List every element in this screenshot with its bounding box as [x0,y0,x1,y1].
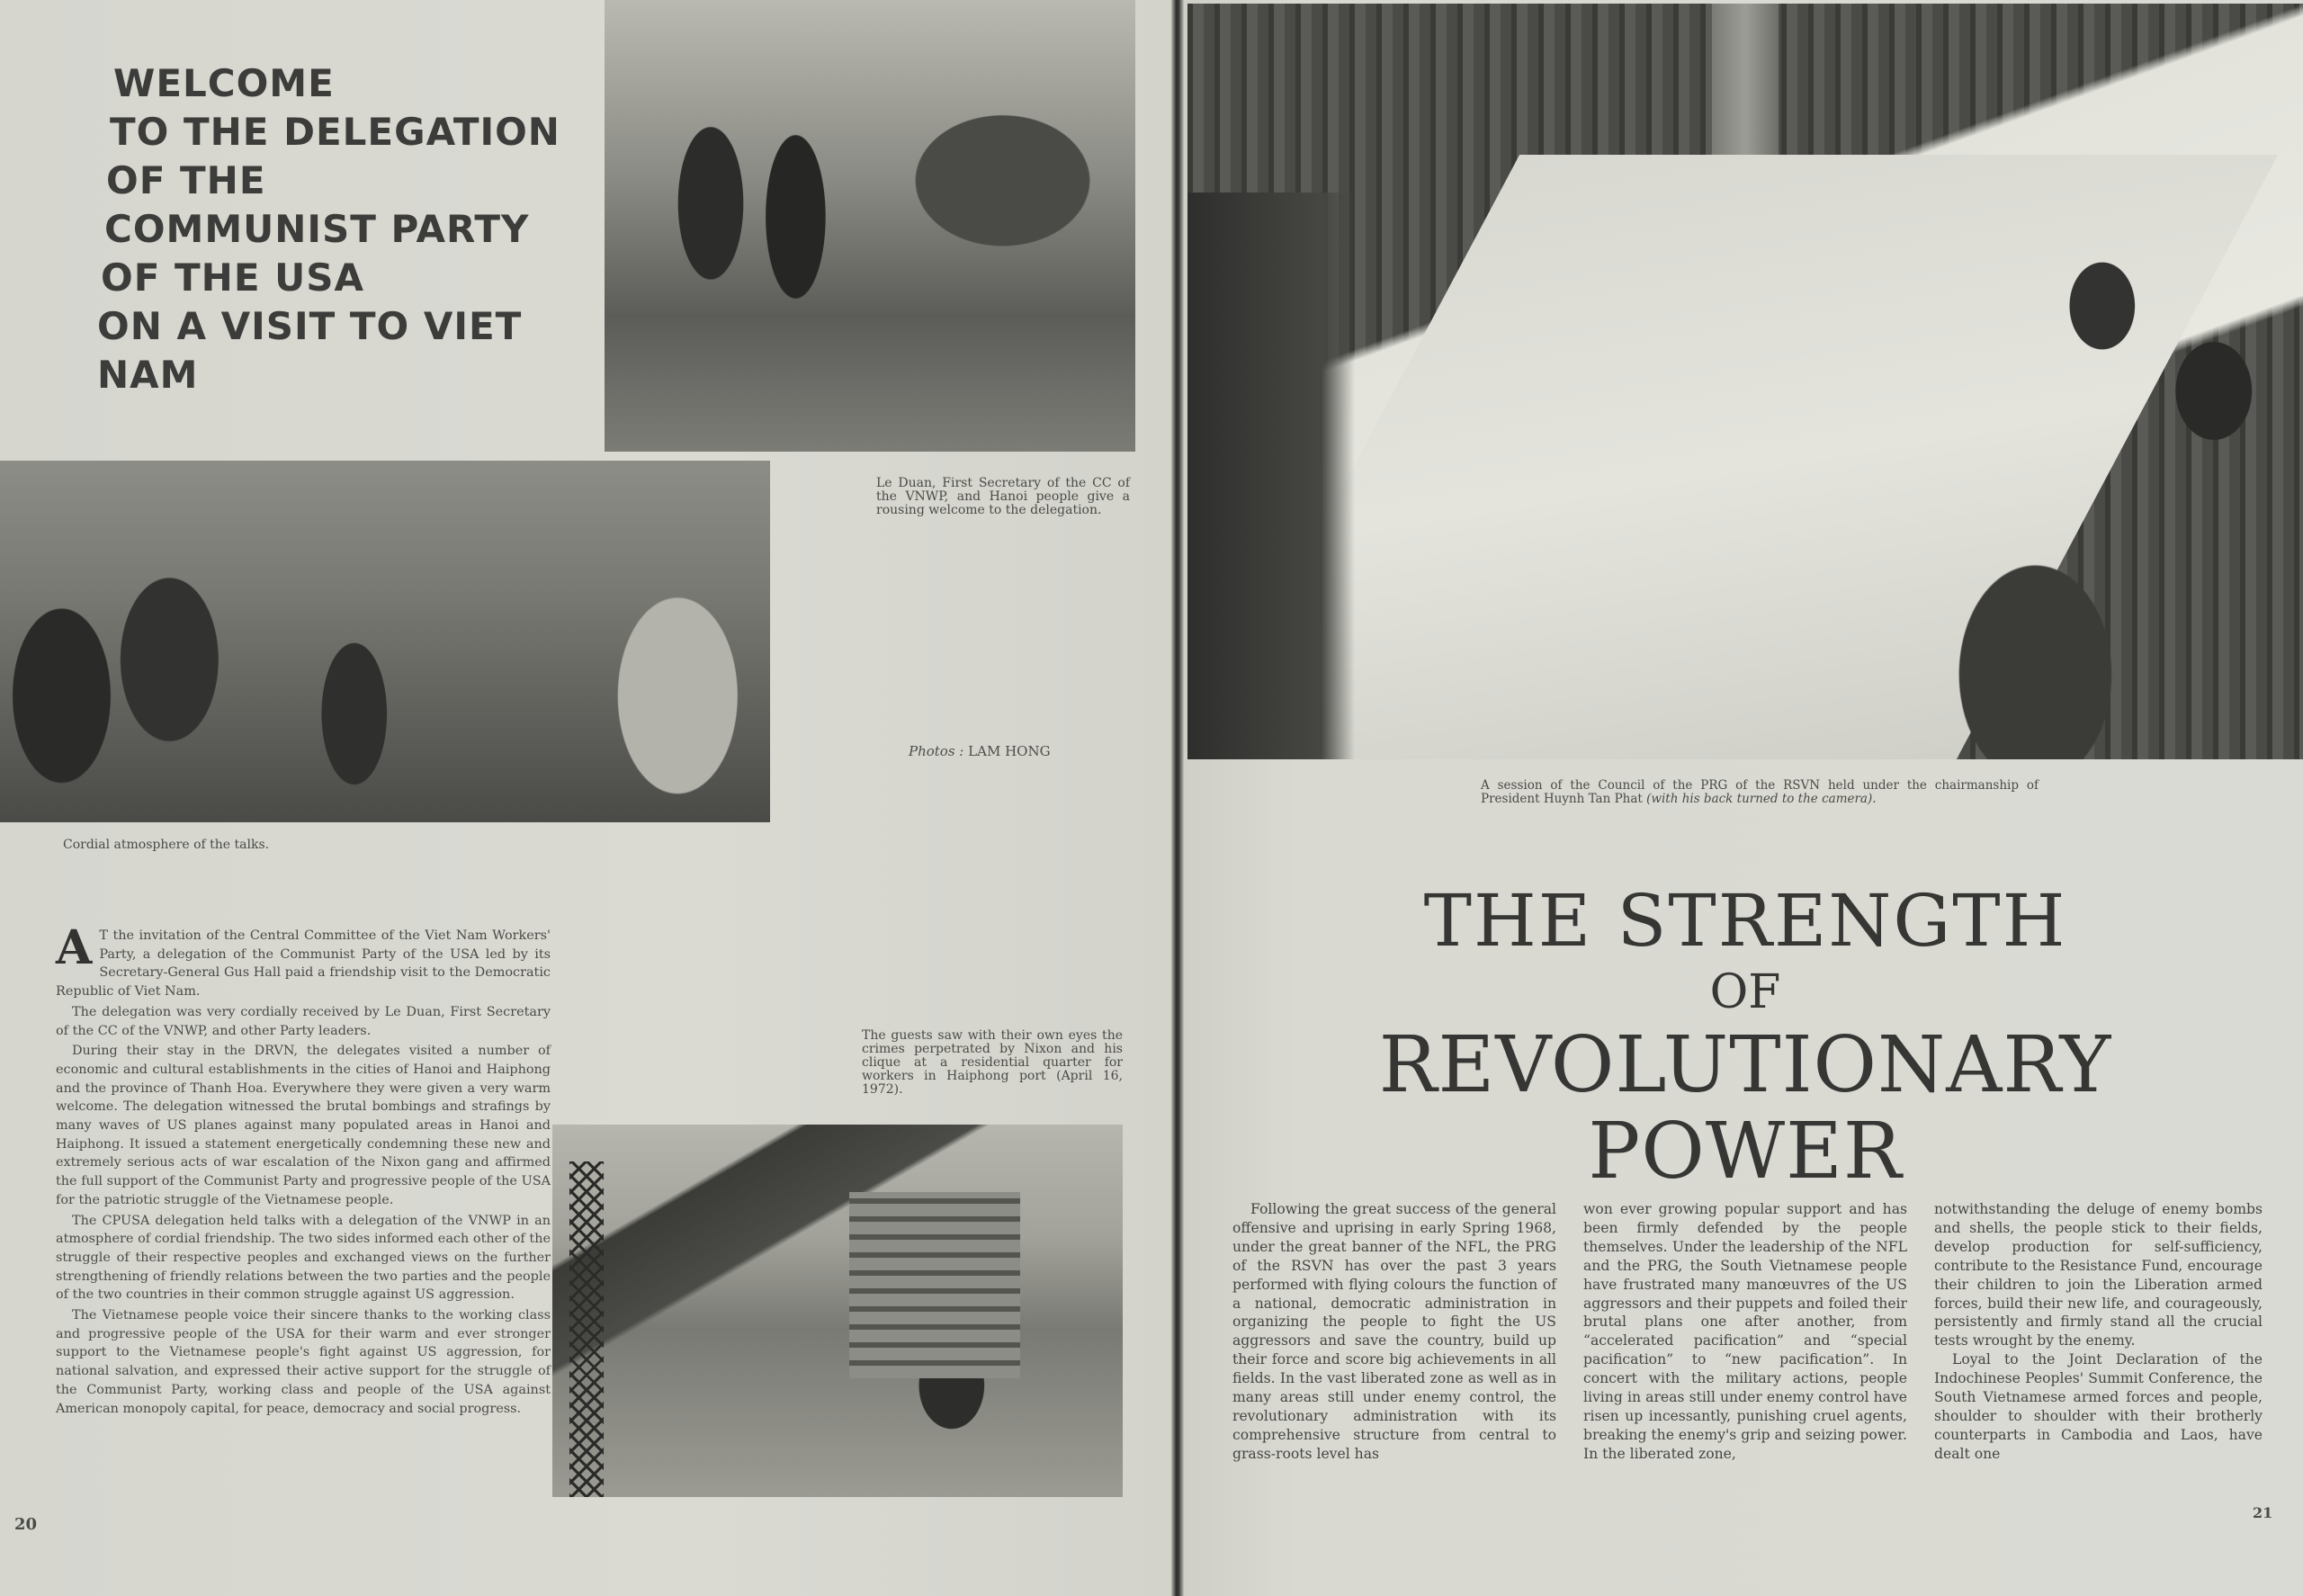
article-paragraph: A T the invitation of the Central Committee of the Viet Nam Workers' Party, a delegation of the Communist Party of the USA led by its Secretary-General Gus Hall paid a friendship visit to the Democratic Republic of Viet Nam. [56,920,551,1000]
article-column-1 [1232,1200,1556,1464]
caption-welcome: Le Duan, First Secretary of the CC of the VNWP, and Hanoi people give a rousing welcome to the delegation. [876,476,1130,517]
caption-talks: Cordial atmosphere of the talks. [63,838,270,852]
headline-line: OF THE [106,158,266,202]
photo-welcome-crowd [605,0,1135,452]
photo-credit [909,743,1051,759]
caption-council: A session of the Council of the PRG of the RSVN held under the chairmanship of President Huynh Tan Phat (with his back turned to the camera). [1481,778,2039,806]
headline-line: OF THE USA [101,256,364,300]
photo-credit-name: LAM HONG [968,743,1051,759]
page-number-left: 20 [14,1515,38,1534]
photo-council-session [1187,4,2303,759]
article-body [56,920,551,1420]
title-line-2: OF [1709,965,1781,1019]
article-column-3 [1934,1200,2263,1464]
photo-haiphong-damage [552,1125,1123,1497]
page-gutter [1171,0,1184,1596]
column-paragraph: Loyal to the Joint Declaration of the Indochinese Peoples' Summit Conference, the South Vietnamese armed forces and people, shoulder to shoulder with their brotherly counterparts in Cambodia and Laos, have dealt one [1934,1351,2263,1462]
headline-line: COMMUNIST PARTY [104,207,530,251]
photo-talks [0,461,770,822]
column-paragraph: notwithstanding the deluge of enemy bombs and shells, the people stick to their fields, develop production for self-sufficiency, contribute to the Resistance Fund, encourage their children to join the Liberation armed forces, build their new life, and courageously, persistently and firmly stand all the crucial tests wrought by the enemy. [1934,1201,2263,1349]
article-paragraph: During their stay in the DRVN, the delegates visited a number of economic and cultural establishments in the cities of Hanoi and Haiphong and the province of Thanh Hoa. Everywhere they were given a very warm welcome. The delegation witnessed the brutal bombings and strafings by many waves of US planes against many populated areas in Hanoi and Haiphong. It issued a statement energetically condemning these new and extremely serious acts of war escalation of the Nixon gang and affirmed the full support of the Communist Party and progressive people of the USA for the patriotic struggle of the Vietnamese people. [56,1044,551,1207]
page-number-right: 21 [2253,1504,2273,1521]
drop-cap: A [56,920,93,975]
article-title [1232,880,2258,1195]
article-column-2 [1583,1200,1907,1464]
headline-line: ON A VISIT TO VIET NAM [97,304,523,397]
article-paragraph: The Vietnamese people voice their sincere thanks to the working class and progressive people of the USA for their warm and ever stronger support to the Vietnamese people's fight against US aggression, for national salvation, and expressed their active support for the struggle of the Communist Party, working class and people of the USA against American monopoly capital, for peace, democracy and social progress. [56,1308,551,1416]
title-line-3: REVOLUTIONARY POWER [1378,1020,2112,1197]
article-paragraph: The delegation was very cordially received by Le Duan, First Secretary of the CC of the VNWP, and other Party leaders. [56,1004,551,1038]
caption-haiphong: The guests saw with their own eyes the crimes perpetrated by Nixon and his clique at a residential quarter for workers in Haiphong port (April 16, 1972). [862,1028,1123,1097]
column-paragraph: Following the great success of the general offensive and uprising in early Spring 1968, under the great banner of the NFL, the PRG of the RSVN has over the past 3 years performed with flying colours the function of a national, democratic administration in organizing the people to fight the US aggressors and save the country, build up their force and score big achievements in all fields. In the vast liberated zone as well as in many areas still under enemy control, the revolutionary administration with its comprehensive structure from central to grass-roots level has [1232,1201,1556,1462]
headline-line: TO THE DELEGATION [110,110,560,154]
headline-line: WELCOME [113,61,335,105]
article-paragraph: The CPUSA delegation held talks with a delegation of the VNWP in an atmosphere of cordial friendship. The two sides informed each other of the struggle of their respective peoples and exchanged views on the further strengthening of friendly relations between the two parties and the people of the two countries in their common struggle against US aggression. [56,1213,551,1303]
welcome-headline [97,59,637,399]
column-paragraph: won ever growing popular support and has been firmly defended by the people themselves. Under the leadership of the NFL and the PRG, the South Vietnamese people have frustrated many manœuvres of the US aggressors and their puppets and foiled their brutal plans one after another, from “accelerated pacification” and “special pacification” to “new pacification”. In concert with the military actions, people living in areas still under enemy control have risen up incessantly, punishing cruel agents, breaking the enemy's grip and seizing power. In the liberated zone, [1583,1201,1907,1462]
photo-credit-label: Photos : [909,743,964,759]
title-line-1: THE STRENGTH [1423,879,2067,963]
